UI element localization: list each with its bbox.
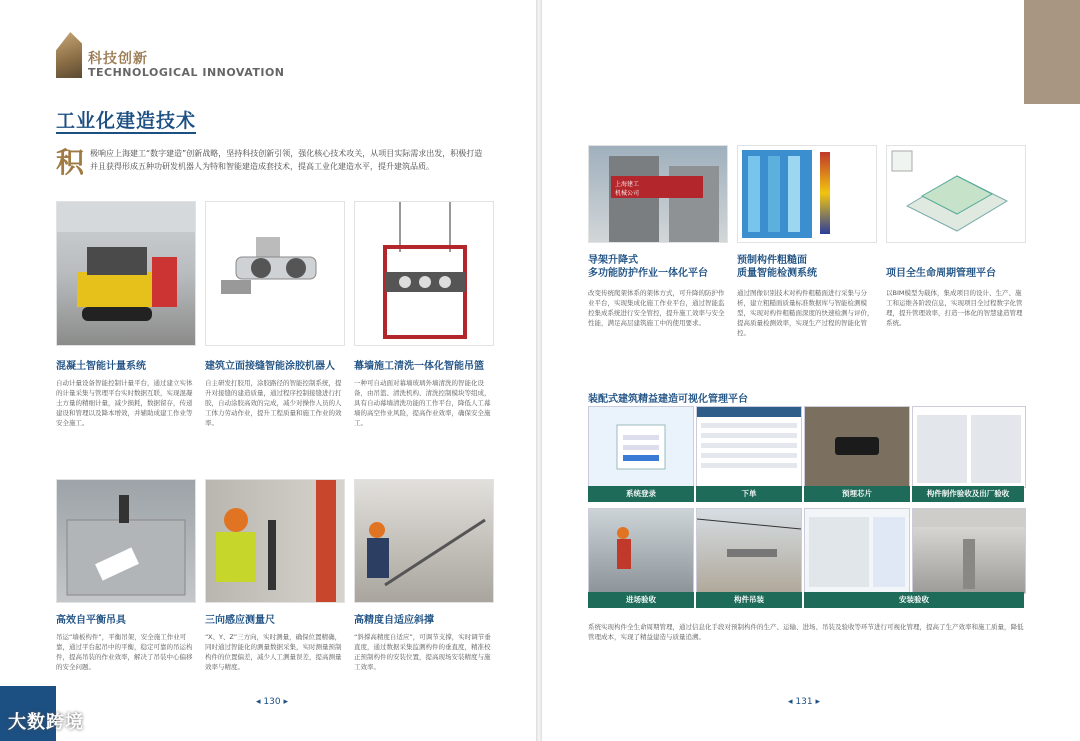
measuring-ruler-photo [205, 479, 345, 603]
drop-cap: 积 [56, 146, 85, 179]
platform-desc: 系统实现构件全生命周期管理，通过信息化手段对预制构件的生产、运输、进场、吊装及验收等环节进行可视化管理，提高了生产效率和施工质量，降低管理成本，实现了精益建造与质量追溯。 [588, 623, 1024, 641]
section-title: 工业化建造技术 [56, 110, 197, 132]
item-title-6: 高精度自适应斜撑 [354, 615, 434, 626]
item-desc-3: 一种可自动面对幕墙玻璃外墙清洗的智能化设备，由吊篮、清洗机构、清洗控制模块等组成，具有自动幕墙清洗功能的工作平台，降低人工幕墙的高空作业风险，提高作业效率，确保安全施工。 [354, 379, 491, 427]
rt-desc-2: 通过图像识别技术对构件粗糙面进行采集与分析，建立粗糙面质量标准数据库与智能检测模型，实现对构件粗糙面深度的快速检测与评价，提高质量检测效率，实现生产过程的智能化管控。 [737, 289, 874, 337]
caption-acceptance: 构件制作验收及出厂验收 [912, 486, 1024, 502]
lifting-platform-photo [588, 145, 728, 243]
self-balancing-spreader-photo [56, 479, 196, 603]
chapter-tab [1024, 0, 1080, 104]
caption-entry: 进场验收 [588, 592, 694, 608]
section-underline [56, 132, 196, 134]
bim-model-photo [886, 145, 1026, 243]
caption-install: 安装验收 [804, 592, 1024, 608]
install-accept-photo [912, 508, 1026, 594]
item-desc-4: 吊运“墙板构件”，平衡吊架，安全施工作业可靠，通过平台起吊中的平衡，稳定可靠的吊运构件，提高吊装的作业效率，解决了吊装中心偏移的安全问题。 [56, 633, 193, 671]
cleaning-gondola-photo [354, 201, 494, 346]
rt-title-1: 导架升降式 多功能防护作业一体化平台 [588, 255, 708, 279]
caption-order: 下单 [696, 486, 802, 502]
book-spine [536, 0, 542, 741]
entry-check-photo [588, 508, 694, 594]
right-page-number: ◂ 131 ▸ [788, 697, 820, 707]
install-screenshot [804, 508, 910, 594]
item-title-1: 混凝土智能计量系统 [56, 361, 146, 372]
header-cn-title: 科技创新 [88, 51, 148, 67]
rt-title-3: 项目全生命周期管理平台 [886, 268, 996, 279]
item-title-4: 高效自平衡吊具 [56, 615, 126, 626]
concrete-meter-photo [56, 201, 196, 346]
item-desc-6: “斜撑高精度自适应”，可调节支撑，实时调节垂直度，通过数据采集监测构件的垂直度，精准校正预制构件的安装位置，提高现场安装精度与施工效率。 [354, 633, 491, 671]
item-desc-1: 自动计量设备智能控制计量平台，通过建立实体的计量采集与管理平台实时数据互联，实现混凝土方量的精细计量，减少损耗，数据留存，传递建设和管理以及降本增效，并辅助成建工作业等安全施工。 [56, 379, 193, 427]
caption-login: 系统登录 [588, 486, 694, 502]
sign-text-1: 上海建工 [615, 181, 640, 188]
caption-chip: 预埋芯片 [804, 486, 910, 502]
caulking-robot-photo [205, 201, 345, 346]
section-intro: 极响应上海建工“数字建造”创新战略，坚持科技创新引领，强化核心技术攻关，从项目实际需求出发，积极打造并且获得形成五种功研发机器人为特和智能建造成套技术，提高工业化建造水平，提升建筑品质。 [90, 149, 483, 171]
right-page-number-value: 131 [795, 697, 813, 707]
acceptance-screenshot [912, 406, 1026, 488]
watermark-text: 大数跨境 [8, 712, 84, 733]
left-page-number-value: 130 [263, 697, 281, 707]
caption-hoisting: 构件吊装 [696, 592, 802, 608]
header-en-title: TECHNOLOGICAL INNOVATION [88, 66, 285, 79]
roughness-heatmap-photo [737, 145, 877, 243]
rt-title-2: 预制构件粗糙面 质量智能检测系统 [737, 255, 817, 279]
login-screenshot [588, 406, 694, 488]
sign-text-2: 机械公司 [615, 190, 640, 197]
order-screenshot [696, 406, 802, 488]
item-title-3: 幕墙施工清洗一体化智能吊篮 [354, 361, 484, 372]
left-page-number: ◂ 130 ▸ [256, 697, 288, 707]
item-title-5: 三向感应测量尺 [205, 615, 275, 626]
adaptive-brace-photo [354, 479, 494, 603]
hoisting-photo [696, 508, 802, 594]
platform-title: 装配式建筑精益建造可视化管理平台 [588, 394, 748, 405]
rt-desc-3: 以BIM模型为载体，集成项目的设计、生产、施工和运维各阶段信息，实现项目全过程数字化管理，提升管理效率，打造一体化的智慧建造管理系统。 [886, 289, 1023, 327]
item-title-2: 建筑立面接缝智能涂胶机器人 [205, 361, 335, 372]
chip-photo [804, 406, 910, 488]
item-desc-5: “X、Y、Z”三方向，实时测量，确保位置精确，同时通过智能化的测量数据采集，实时测量预制构件的位置偏差，减少人工测量误差，提高测量效率与精度。 [205, 633, 342, 671]
item-desc-2: 自主研发打胶用，涂胶路径的智能控制系统，提升对接缝的建造质量，通过程序控制接缝进行打胶，自动涂胶高效的完成，减少对操作人员的人工体力劳动作业，提升工程质量和施工作业的效率。 [205, 379, 342, 427]
rt-desc-1: 改变传统爬架体系的架体方式，可升降的防护作业平台，实现集成化施工作业平台，通过智能监控集成系统进行安全管控，提升施工效率与安全性能，满足高层建筑施工中的使用要求。 [588, 289, 725, 327]
